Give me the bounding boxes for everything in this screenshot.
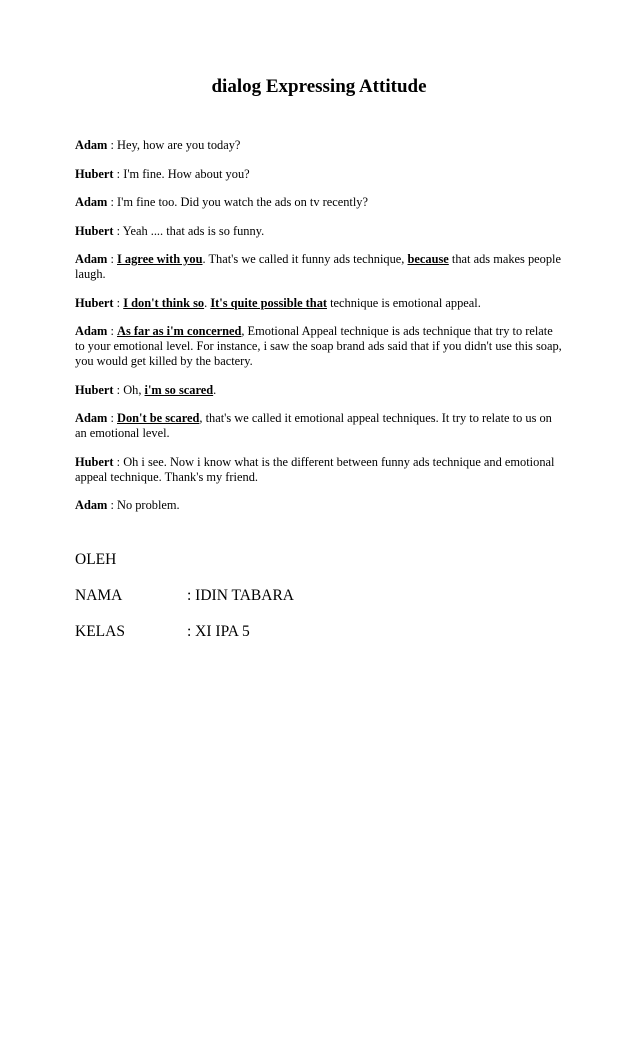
kelas-label: KELAS: [75, 623, 125, 640]
dialog-line-8: [75, 383, 563, 398]
attitude-expression: i'm so scared: [144, 382, 214, 397]
dialog-text: , that's we called it emotional appeal techniques. It try to relate to us on an emotional level.: [75, 411, 552, 440]
dialog-line-1: [75, 138, 563, 153]
attitude-expression: because: [407, 252, 449, 266]
nama-value: : IDIN TABARA: [187, 587, 294, 604]
separator: :: [107, 411, 117, 425]
speaker-name: Hubert: [75, 382, 114, 397]
separator: :: [113, 166, 124, 181]
dialog-line-3: [75, 195, 563, 210]
dialog-line-11: [75, 498, 563, 513]
speaker-name: Adam: [75, 252, 108, 266]
separator: :: [113, 295, 124, 310]
oleh-row: [75, 551, 563, 569]
speaker-name: Hubert: [75, 223, 114, 238]
dialog-line-7: [75, 324, 563, 369]
dialog-line-2: [75, 167, 563, 182]
speaker-name: Adam: [75, 498, 108, 512]
attitude-expression: Don't be scared: [117, 411, 200, 425]
dialog-text: Yeah .... that ads is so funny.: [122, 223, 265, 238]
dialog-text: I'm fine too. Did you watch the ads on tv recently?: [117, 195, 369, 209]
separator: :: [107, 252, 117, 266]
separator: :: [107, 498, 117, 512]
dialog-text: No problem.: [117, 498, 180, 512]
dialog-text: I'm fine. How about you?: [123, 166, 250, 181]
dialog-text: .: [204, 295, 211, 310]
dialog-line-10: [75, 455, 563, 485]
dialog-text: .: [213, 382, 217, 397]
attitude-expression: It's quite possible that: [210, 295, 328, 310]
separator: :: [113, 223, 123, 238]
speaker-name: Hubert: [75, 295, 114, 310]
oleh-label: OLEH: [75, 551, 117, 568]
speaker-name: Adam: [75, 324, 108, 338]
dialog-text: Oh,: [123, 382, 145, 397]
separator: :: [113, 382, 124, 397]
separator: :: [113, 454, 124, 469]
nama-row: [75, 587, 563, 605]
kelas-value: : XI IPA 5: [187, 623, 250, 640]
separator: :: [107, 195, 117, 209]
dialog-line-6: [75, 296, 563, 311]
separator: :: [107, 138, 117, 152]
attitude-expression: I agree with you: [117, 252, 203, 266]
dialog-text: . That's we called it funny ads technique,: [202, 252, 408, 266]
dialog-line-9: [75, 411, 563, 441]
dialog-text: Oh i see. Now i know what is the different between funny ads technique and emotional appeal technique. Thank's my friend.: [75, 454, 555, 484]
dialog-section: [75, 138, 563, 513]
attitude-expression: As far as i'm concerned: [117, 324, 242, 338]
speaker-name: Hubert: [75, 454, 114, 469]
document-title: dialog Expressing Attitude: [211, 76, 427, 97]
speaker-name: Adam: [75, 195, 108, 209]
dialog-text: Hey, how are you today?: [117, 138, 241, 152]
speaker-name: Hubert: [75, 166, 114, 181]
dialog-text: technique is emotional appeal.: [327, 295, 481, 310]
nama-label: NAMA: [75, 587, 123, 604]
separator: :: [107, 324, 117, 338]
dialog-text: , Emotional Appeal technique is ads technique that try to relate to your emotional level. For instance, i saw the soap brand ads said that if you didn't use this soap, you would get killed by the bactery.: [75, 324, 562, 368]
dialog-line-4: [75, 224, 563, 239]
dialog-line-5: [75, 252, 563, 282]
speaker-name: Adam: [75, 138, 108, 152]
author-info: [75, 551, 563, 641]
dialog-text: that ads makes people laugh.: [75, 252, 561, 281]
kelas-row: [75, 623, 563, 641]
attitude-expression: I don't think so: [123, 295, 205, 310]
speaker-name: Adam: [75, 411, 108, 425]
